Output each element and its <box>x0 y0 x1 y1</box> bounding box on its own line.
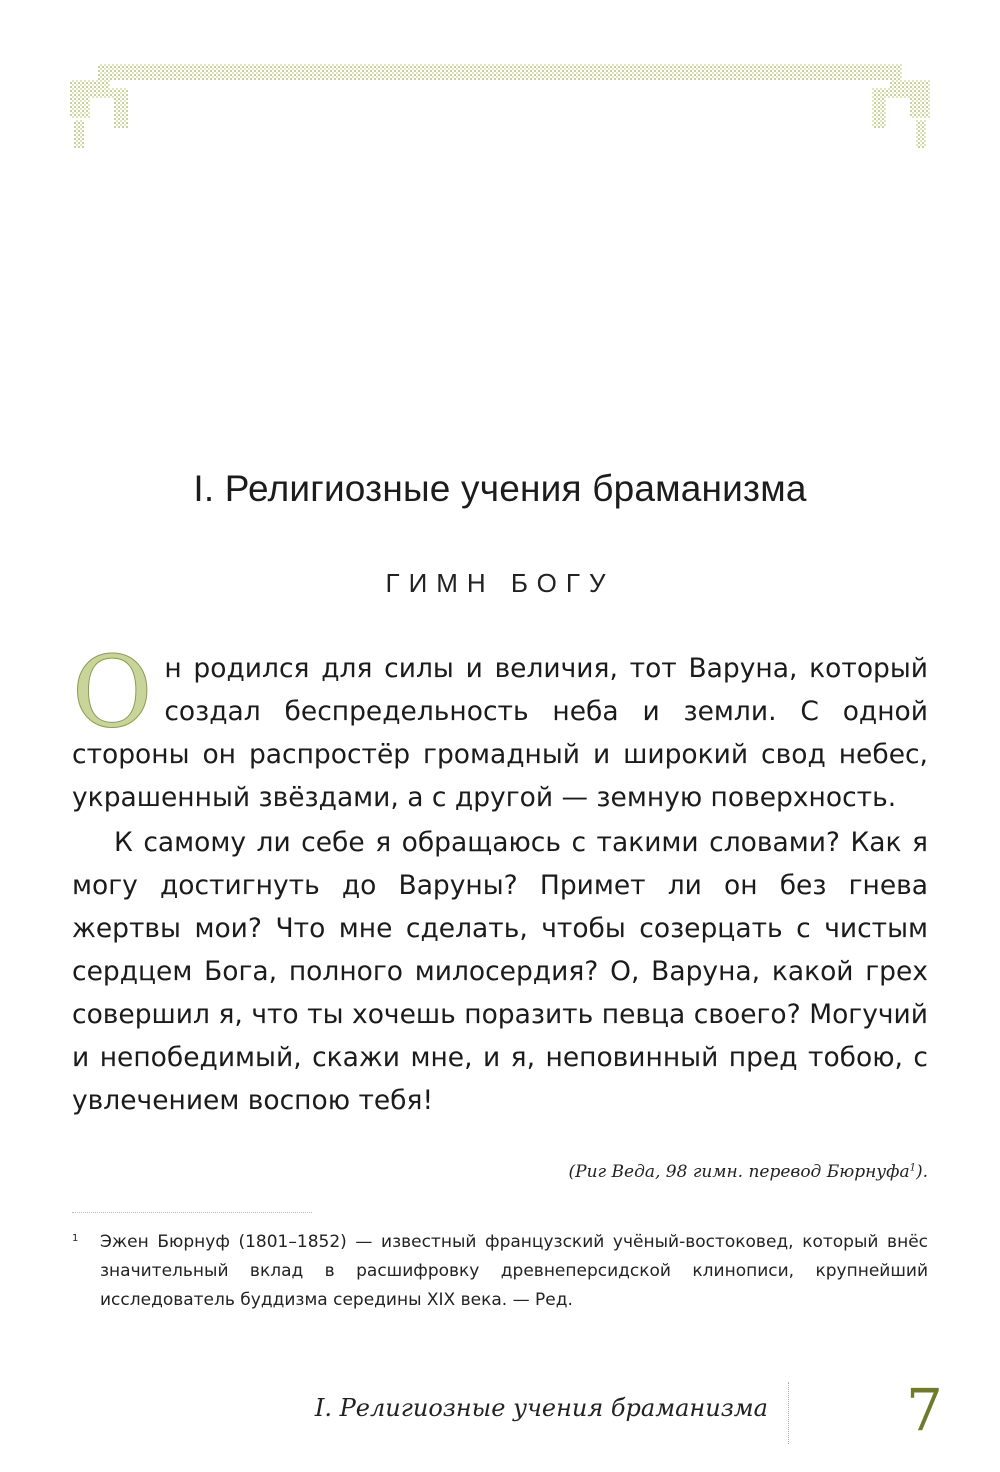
page-number: 7 <box>906 1376 943 1444</box>
citation <box>569 1162 928 1182</box>
citation-end: ). <box>915 1162 928 1182</box>
paragraph-1-text: н родился для силы и величия, тот Варуна, который создал беспредельность неба и земли. С одной стороны он распростёр громадный и широкий свод небес, украшенный звёздами, а с другой — земную поверхность. <box>72 653 928 813</box>
footnote <box>72 1228 928 1315</box>
citation-text: (Риг Веда, 98 гимн. перевод Бюрнуфа <box>568 1162 910 1182</box>
drop-cap: О <box>72 636 153 750</box>
body-text <box>72 636 928 1122</box>
citation-footnote-marker: 1 <box>909 1162 916 1174</box>
paragraph-2: К самому ли себе я обращаюсь с такими словами? Как я могу достигнуть до Варуны? Примет ли он без гнева жертвы мои? Что мне сделать, чтобы созерцать с чистым сердцем Бога, полного милосердия? О, Варуна, какой грех совершил я, что ты хочешь поразить певца своего? Могучий и непобедимый, скажи мне, и я, неповинный пред тобою, с увлечением воспою тебя! <box>72 827 928 1116</box>
header-ornament <box>70 58 930 150</box>
footnote-divider <box>72 1212 312 1213</box>
footnote-number: 1 <box>72 1233 79 1244</box>
running-head: I. Религиозные учения браманизма <box>314 1394 768 1422</box>
paragraph-1 <box>72 636 928 819</box>
hymn-subtitle: ГИМН БОГУ <box>385 568 615 598</box>
chapter-title: I. Религиозные учения браманизма <box>193 468 807 509</box>
footnote-text: Эжен Бюрнуф (1801–1852) — известный французский учёный-востоковед, который внёс значительный вклад в расшифровку древнеперсидской клинописи, крупнейший исследователь буддизма середины XIX века. — Ред. <box>100 1232 928 1310</box>
running-head-divider <box>788 1382 789 1444</box>
